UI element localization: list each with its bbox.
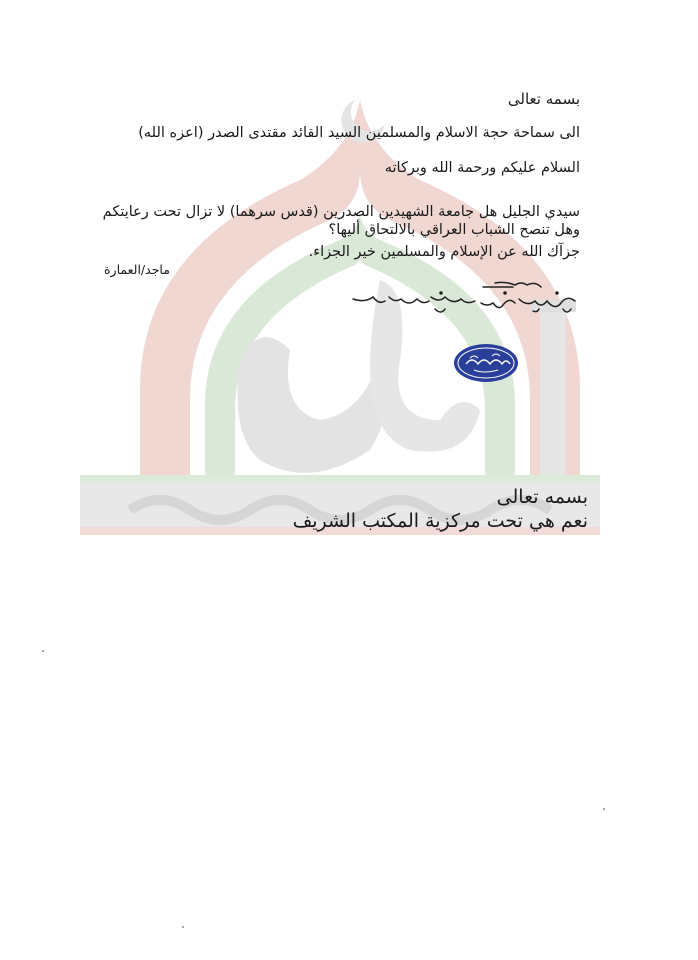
scan-speck [42, 650, 44, 652]
letter-greeting: السلام عليكم ورحمة الله وبركاته [384, 160, 580, 176]
letter-body-line: وهل تنصح الشباب العراقي بالالتحاق أليها؟ [328, 222, 580, 238]
reply-opening: بسمه تعالى [496, 486, 588, 508]
letter-sender: ماجد/العمارة [104, 262, 170, 277]
office-seal-stamp [452, 342, 520, 384]
letter-opening: بسمه تعالى [507, 90, 580, 108]
letter-body-line: جزآك الله عن الإسلام والمسلمين خير الجزاء. [308, 244, 580, 260]
letter-address: الى سماحة حجة الاسلام والمسلمين السيد القائد مقتدى الصدر (اعزه الله) [138, 125, 580, 141]
handwritten-reply-signature [345, 277, 585, 325]
letter-body-line: سيدي الجليل هل جامعة الشهيدين الصدرين (قدس سرهما) لا تزال تحت رعايتكم [102, 204, 580, 220]
scan-speck [603, 808, 605, 810]
reply-text: نعم هي تحت مركزية المكتب الشريف [292, 510, 588, 532]
scan-speck [182, 926, 184, 928]
